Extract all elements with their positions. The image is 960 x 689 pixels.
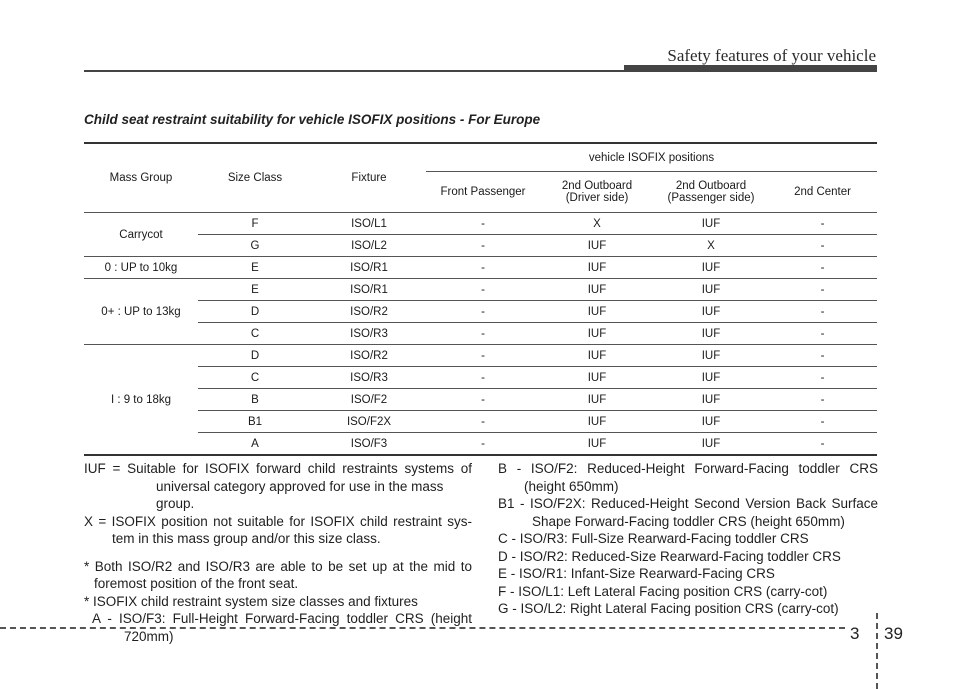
front-passenger-cell: - [426,367,540,389]
front-passenger-cell: - [426,213,540,235]
note-line: C - ISO/R3: Full-Size Rearward-Facing toddler CRS [498,531,809,546]
outboard-passenger-cell: IUF [654,213,768,235]
page-chapter: 3 [850,624,860,643]
fixture-cell: ISO/F2 [312,389,426,411]
note-star1 [84,558,472,593]
fixture-cell: ISO/R1 [312,279,426,301]
header-front-passenger: Front Passenger [426,172,540,213]
center-cell: - [768,257,877,279]
front-passenger-cell: - [426,235,540,257]
center-cell: - [768,213,877,235]
note-line-continued: (height 650mm) [524,478,619,494]
outboard-passenger-cell: IUF [654,433,768,456]
note-line: E - ISO/R1: Infant-Size Rearward-Facing CRS [498,566,775,581]
note-x [84,513,472,548]
outboard-driver-cell: IUF [540,367,654,389]
footer-divider [876,613,878,689]
footer-rule [0,627,845,629]
front-passenger-cell: - [426,257,540,279]
table-row [84,213,877,235]
note-line: F - ISO/L1: Left Lateral Facing position CRS (carry-cot) [498,583,828,599]
center-cell: - [768,301,877,323]
outboard-passenger-cell: X [654,235,768,257]
note-line-continued: universal category approved for use in the mass group. [156,478,444,511]
outboard-driver-cell: IUF [540,389,654,411]
front-passenger-cell: - [426,433,540,456]
size-class-cell: F [198,213,312,235]
header-2nd-outboard-driver: 2nd Outboard (Driver side) [540,172,654,213]
outboard-passenger-cell: IUF [654,279,768,301]
fixture-cell: ISO/L2 [312,235,426,257]
outboard-passenger-cell: IUF [654,301,768,323]
mass-group-cell: 0 : UP to 10kg [84,257,198,279]
size-class-cell: E [198,279,312,301]
center-cell: - [768,411,877,433]
note-c [498,530,878,548]
note-line: A - ISO/F3: Full-Height Forward-Facing toddler CRS (height [92,611,472,626]
table-row [84,367,877,389]
outboard-driver-cell: IUF [540,235,654,257]
size-class-cell: D [198,301,312,323]
table-row [84,301,877,323]
center-cell: - [768,279,877,301]
size-class-cell: B1 [198,411,312,433]
outboard-driver-cell: IUF [540,257,654,279]
outboard-passenger-cell: IUF [654,257,768,279]
note-line: X = ISOFIX position not suitable for ISOFIX child restraint sys- [84,513,472,529]
table-row [84,411,877,433]
note-f [498,583,878,601]
table-row [84,323,877,345]
center-cell: - [768,367,877,389]
size-class-cell: B [198,389,312,411]
outboard-passenger-cell: IUF [654,323,768,345]
note-spacer [84,548,472,558]
table-row [84,257,877,279]
outboard-driver-cell: IUF [540,279,654,301]
header-mass-group: Mass Group [84,143,198,213]
header-rule [84,70,624,72]
note-star2 [84,593,472,611]
fixture-cell: ISO/R3 [312,323,426,345]
page-number: 39 [884,624,903,643]
table-row [84,345,877,367]
note-b [498,460,878,495]
front-passenger-cell: - [426,323,540,345]
notes-left-column [84,460,472,645]
center-cell: - [768,433,877,456]
table-row [84,279,877,301]
fixture-cell: ISO/R1 [312,257,426,279]
fixture-cell: ISO/F3 [312,433,426,456]
note-d [498,548,878,566]
size-class-cell: C [198,323,312,345]
note-line-continued: 720mm) [124,628,174,644]
size-class-cell: A [198,433,312,456]
front-passenger-cell: - [426,345,540,367]
isofix-suitability-table [84,142,877,456]
section-title: Child seat restraint suitability for vehicle ISOFIX positions - For Europe [84,112,541,127]
fixture-cell: ISO/L1 [312,213,426,235]
mass-group-cell: I : 9 to 18kg [84,345,198,456]
page-header-title: Safety features of your vehicle [667,46,876,65]
fixture-cell: ISO/R2 [312,301,426,323]
note-line-continued: Shape Forward-Facing toddler CRS (height 650mm) [532,513,845,529]
note-line: B1 - ISO/F2X: Reduced-Height Second Version Back Surface [498,496,878,511]
outboard-driver-cell: X [540,213,654,235]
fixture-cell: ISO/R2 [312,345,426,367]
outboard-driver-cell: IUF [540,433,654,456]
size-class-cell: D [198,345,312,367]
outboard-driver-cell: IUF [540,411,654,433]
note-line: * ISOFIX child restraint system size classes and fixtures [84,593,418,609]
center-cell: - [768,389,877,411]
table-row [84,389,877,411]
center-cell: - [768,235,877,257]
front-passenger-cell: - [426,301,540,323]
front-passenger-cell: - [426,279,540,301]
front-passenger-cell: - [426,389,540,411]
outboard-passenger-cell: IUF [654,411,768,433]
mass-group-cell: 0+ : UP to 13kg [84,279,198,345]
header-rule-accent [624,65,877,72]
note-line: D - ISO/R2: Reduced-Size Rearward-Facing toddler CRS [498,548,841,564]
center-cell: - [768,345,877,367]
note-line: IUF = Suitable for ISOFIX forward child restraints systems of [84,461,472,476]
outboard-driver-cell: IUF [540,301,654,323]
note-line-continued: tem in this mass group and/or this size class. [112,531,381,546]
size-class-cell: C [198,367,312,389]
outboard-driver-cell: IUF [540,345,654,367]
header-2nd-outboard-passenger: 2nd Outboard (Passenger side) [654,172,768,213]
outboard-passenger-cell: IUF [654,367,768,389]
table-row [84,235,877,257]
note-line: B - ISO/F2: Reduced-Height Forward-Facing toddler CRS [498,461,878,476]
size-class-cell: G [198,235,312,257]
center-cell: - [768,323,877,345]
notes-right-column [498,460,878,618]
outboard-passenger-cell: IUF [654,389,768,411]
fixture-cell: ISO/F2X [312,411,426,433]
note-iuf [84,460,472,513]
header-2nd-center: 2nd Center [768,172,877,213]
outboard-driver-cell: IUF [540,323,654,345]
note-line-continued: foremost position of the front seat. [94,576,299,591]
header-fixture: Fixture [312,143,426,213]
header-vehicle-positions: vehicle ISOFIX positions [426,143,877,172]
note-e [498,565,878,583]
fixture-cell: ISO/R3 [312,367,426,389]
table-row [84,433,877,456]
note-line: * Both ISO/R2 and ISO/R3 are able to be set up at the mid to [84,558,472,574]
outboard-passenger-cell: IUF [654,345,768,367]
header-size-class: Size Class [198,143,312,213]
note-g [498,600,878,618]
mass-group-cell: Carrycot [84,213,198,257]
note-b1 [498,495,878,530]
front-passenger-cell: - [426,411,540,433]
size-class-cell: E [198,257,312,279]
note-line: G - ISO/L2: Right Lateral Facing position CRS (carry-cot) [498,601,839,616]
